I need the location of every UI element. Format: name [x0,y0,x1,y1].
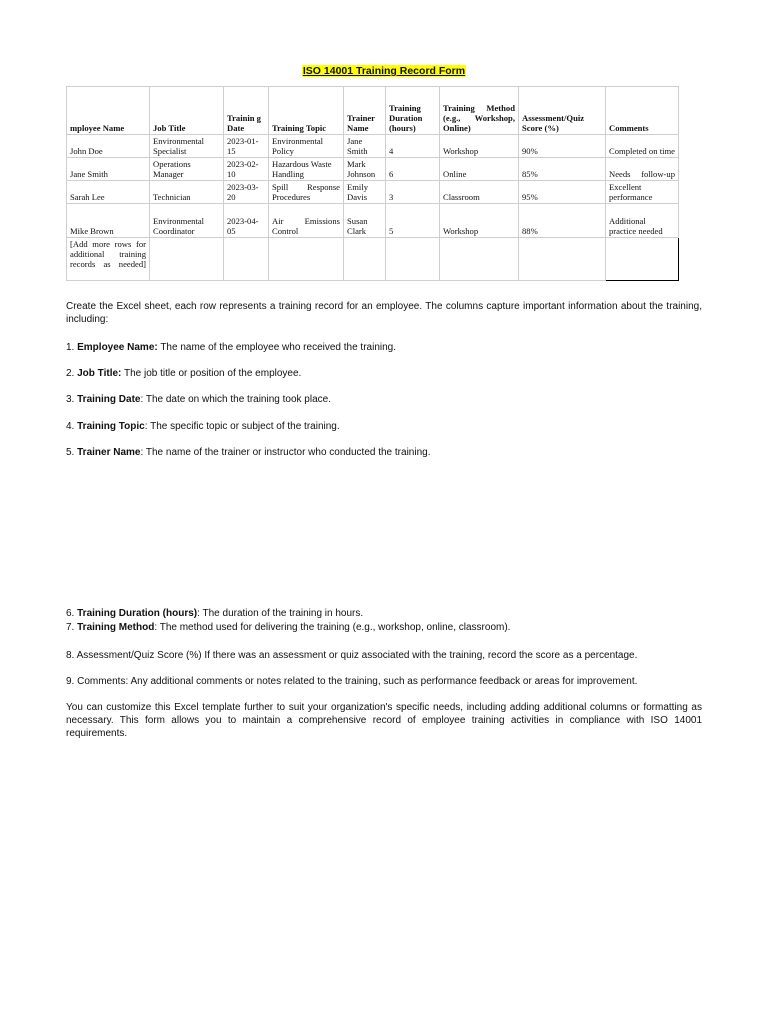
cell-comments: Completed on time [606,135,679,158]
header-comments: Comments [606,87,679,135]
cell-employee-name: Mike Brown [67,204,150,238]
cell-assessment-score: 95% [519,181,606,204]
cell-training-date: 2023-04-05 [224,204,269,238]
item-number: 6. [66,608,78,619]
cell-training-topic: Spill Response Procedures [269,181,344,204]
item-term: Training Topic [77,421,145,432]
item-term: Job Title: [77,368,122,379]
list-item [66,341,702,354]
cell-comments: Needs follow-up [606,158,679,181]
cell-training-duration: 6 [386,158,440,181]
cell-empty [269,238,344,281]
cell-assessment-score: 90% [519,135,606,158]
form-title: ISO 14001 Training Record Form [302,65,466,77]
cell-empty [386,238,440,281]
item-description: : The duration of the training in hours. [197,608,364,619]
item-term: Trainer Name [77,447,141,458]
cell-empty [224,238,269,281]
list-item [66,621,702,634]
cell-empty [606,238,679,281]
cell-assessment-score: 85% [519,158,606,181]
cell-employee-name: Sarah Lee [67,181,150,204]
header-employee-name: mployee Name [67,87,150,135]
cell-add-more-rows-note: [Add more rows for additional training records as needed] [67,238,150,281]
cell-empty [344,238,386,281]
cell-training-topic: Environmental Policy [269,135,344,158]
table-row [67,238,679,281]
cell-assessment-score: 88% [519,204,606,238]
intro-paragraph: Create the Excel sheet, each row represents a training record for an employee. The columns capture important information about the training, including: [66,301,702,325]
cell-trainer-name: Susan Clark [344,204,386,238]
item-description: The name of the employee who received the training. [157,342,397,353]
cell-training-method: Online [440,158,519,181]
cell-trainer-name: Jane Smith [344,135,386,158]
cell-comments: Additional practice needed [606,204,679,238]
item-description: : The method used for delivering the training (e.g., workshop, online, classroom). [154,622,511,633]
cell-training-date: 2023-02-10 [224,158,269,181]
item-description: : The date on which the training took place. [140,394,331,405]
closing-paragraph: You can customize this Excel template further to suit your organization's specific needs, including adding additional columns or formatting as necessary. This form allows you to maintain a comprehensive record of employee training activities in compliance with ISO 14001 requirements. [66,702,702,739]
cell-trainer-name: Mark Johnson [344,158,386,181]
item-number: 4. [66,421,78,432]
cell-job-title: Technician [150,181,224,204]
item-term: Training Method [77,622,155,633]
table-row [67,135,679,158]
list-item [66,367,702,380]
header-trainer-name: Trainer Name [344,87,386,135]
item-description: : The specific topic or subject of the training. [144,421,340,432]
cell-comments: Excellent performance [606,181,679,204]
item-number: 5. [66,447,78,458]
cell-empty [440,238,519,281]
list-item [66,393,702,406]
item-term: Training Duration (hours) [77,608,198,619]
header-training-method: Training Method (e.g., Workshop, Online) [440,87,519,135]
header-training-date: Trainin g Date [224,87,269,135]
header-job-title: Job Title [150,87,224,135]
cell-employee-name: John Doe [67,135,150,158]
cell-training-method: Workshop [440,135,519,158]
list-item [66,446,702,459]
cell-training-duration: 3 [386,181,440,204]
item-description: : The name of the trainer or instructor who conducted the training. [140,447,431,458]
cell-training-date: 2023-01-15 [224,135,269,158]
table-row [67,181,679,204]
item-number: 3. [66,394,78,405]
cell-employee-name: Jane Smith [67,158,150,181]
item-number: 1. [66,342,78,353]
cell-job-title: Environmental Coordinator [150,204,224,238]
cell-training-method: Classroom [440,181,519,204]
cell-job-title: Environmental Specialist [150,135,224,158]
list-item [66,607,702,620]
cell-training-method: Workshop [440,204,519,238]
item-description: The job title or position of the employee. [121,368,302,379]
table-row [67,204,679,238]
cell-job-title: Operations Manager [150,158,224,181]
cell-empty [519,238,606,281]
table-row [67,158,679,181]
training-record-table [66,86,679,281]
header-training-duration: Training Duration (hours) [386,87,440,135]
cell-training-topic: Air Emissions Control [269,204,344,238]
item-number: 7. [66,622,78,633]
cell-training-topic: Hazardous Waste Handling [269,158,344,181]
cell-training-date: 2023-03-20 [224,181,269,204]
list-item [66,420,702,433]
item-term: Training Date [77,394,141,405]
cell-trainer-name: Emily Davis [344,181,386,204]
item-term: Employee Name: [77,342,158,353]
list-item-comments: 9. Comments: Any additional comments or notes related to the training, such as performance feedback or areas for improvement. [66,676,638,687]
item-number: 2. [66,368,78,379]
header-training-topic: Training Topic [269,87,344,135]
header-assessment-score: Assessment/Quiz Score (%) [519,87,606,135]
cell-training-duration: 5 [386,204,440,238]
cell-training-duration: 4 [386,135,440,158]
cell-empty [150,238,224,281]
list-item-assessment: 8. Assessment/Quiz Score (%) If there was an assessment or quiz associated with the training, record the score as a percentage. [66,650,638,661]
table-header-row [67,87,679,135]
